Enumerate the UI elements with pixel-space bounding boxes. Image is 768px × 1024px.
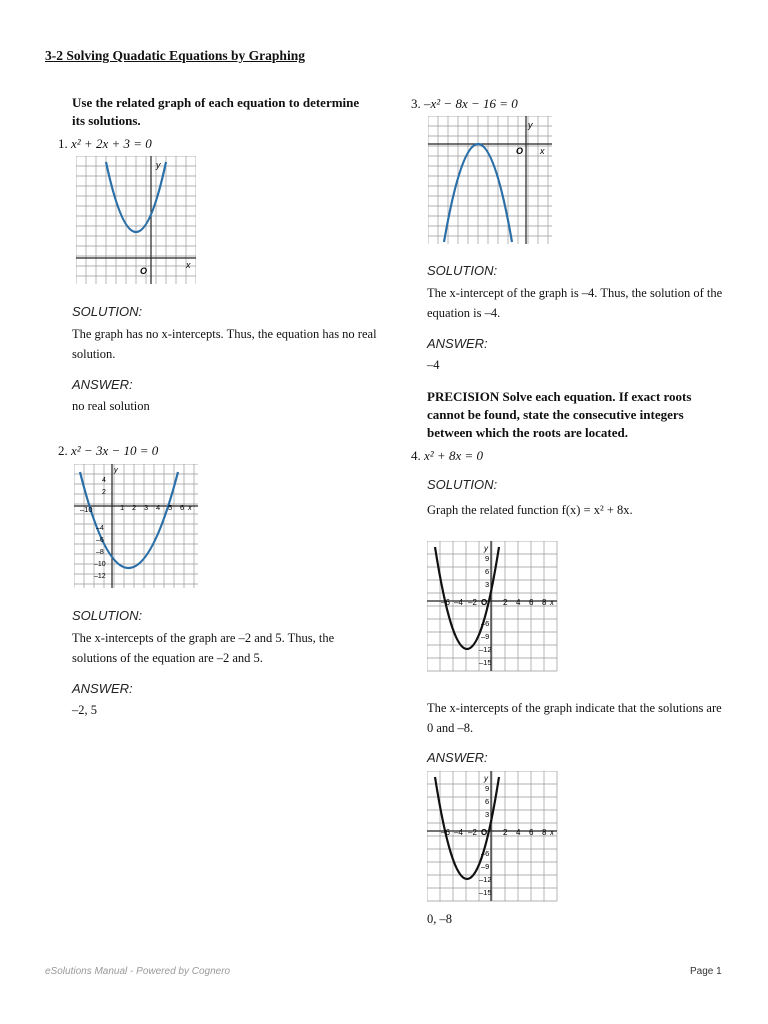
problem-3-solution-label: SOLUTION: [427,263,498,278]
footer-credit: eSolutions Manual - Powered by Cognero [45,966,231,977]
graph-4-xtick-6: 6 [529,598,534,607]
graph-4-xtick-m6: –6 [441,598,450,607]
problem-4-number: 4. [411,448,421,463]
graph-4-ytick-9: 9 [485,554,490,563]
graph-4-ytick-3: 3 [485,580,490,589]
graph-1 [76,156,196,284]
graph-4a-ytick-3: 3 [485,810,490,819]
problem-4-solution-text-2: The x-intercepts of the graph indicate that the solutions are 0 and –8. [427,701,722,735]
problem-2-equation: x² − 3x − 10 = 0 [71,443,159,458]
problem-2-solution-label: SOLUTION: [72,608,143,623]
graph-1-x-label: x [186,260,191,270]
graph-4a-xtick-m6: –6 [441,828,450,837]
problem-2-answer: –2, 5 [72,703,97,717]
problem-1-solution-label: SOLUTION: [72,304,143,319]
graph-4a-xtick-2: 2 [503,828,508,837]
graph-2-ytick-m4: –4 [96,525,104,532]
graph-4-x-label: x [550,598,554,607]
graph-4-ytick-m6: –6 [481,619,490,628]
graph-4-answer [427,771,559,903]
problem-2-number: 2. [58,443,68,458]
problem-2-solution-text: The x-intercepts of the graph are –2 and 5. Thus, the solutions of the equation are –2 and 5. [72,631,335,665]
graph-2-xtick-5: 5 [168,503,173,512]
graph-2-xtick-2: 2 [132,503,137,512]
graph-4a-ytick-m6: –6 [481,849,490,858]
graph-4a-origin: O [481,828,488,837]
graph-4a-ytick-9: 9 [485,784,490,793]
graph-1-origin: O [140,266,148,276]
problem-1-equation: x² + 2x + 3 = 0 [71,136,152,151]
graph-2-ytick-2: 2 [102,489,106,496]
graph-4a-ytick-m9: –9 [481,862,490,871]
problem-1-header [58,136,152,152]
problem-1-answer: no real solution [72,399,150,413]
graph-4-y-label: y [484,544,488,553]
graph-4a-ytick-m12: –12 [479,875,492,884]
graph-4a-xtick-4: 4 [516,828,521,837]
graph-2-parabola [80,472,178,568]
problem-3-equation: –x² − 8x − 16 = 0 [424,96,518,111]
problem-2-header [58,443,158,459]
graph-4a-ytick-m15: –15 [479,888,492,897]
problem-4-equation: x² + 8x = 0 [424,448,483,463]
graph-4-xtick-4: 4 [516,598,521,607]
problem-3-header [411,96,518,112]
graph-2-xtick-6: 6 [180,503,185,512]
problem-4-solution-text: Graph the related function f(x) = x² + 8x. [427,503,633,517]
graph-4a-xtick-m4: –4 [454,828,463,837]
problem-1-answer-label: ANSWER: [72,377,133,392]
graph-2-ytick-m10: –10 [94,561,106,568]
graph-2-ytick-4: 4 [102,477,106,484]
graph-2-xtick-3: 3 [144,503,149,512]
problem-4-answer: 0, –8 [427,912,452,926]
problem-3-solution-text: The x-intercept of the graph is –4. Thus, the solution of the equation is –4. [427,286,723,320]
graph-4-xtick-m4: –4 [454,598,463,607]
precision-heading: PRECISION Solve each equation. If exact roots cannot be found, state the consecutive integers between which the roots are located. [427,389,692,440]
problem-1-number: 1. [58,136,68,151]
graph-3-y-label: y [528,120,533,130]
graph-4a-y-label: y [484,774,488,783]
graph-2-y-label: y [114,465,118,474]
graph-4a-xtick-m2: –2 [468,828,477,837]
problem-3-answer: –4 [427,358,440,372]
graph-2-grid [74,464,198,588]
graph-4-ytick-m15: –15 [479,658,492,667]
graph-2-x-label: x [188,503,192,512]
graph-4a-x-label: x [550,828,554,837]
graph-4-origin: O [481,598,488,607]
page-title: 3-2 Solving Quadatic Equations by Graphing [45,48,305,63]
graph-4a-xtick-6: 6 [529,828,534,837]
graph-4-xtick-8: 8 [542,598,547,607]
graph-4-xtick-2: 2 [503,598,508,607]
graph-2-xtick-1: 1 [120,503,125,512]
graph-4-ytick-6: 6 [485,567,490,576]
graph-2-xtick-4: 4 [156,503,161,512]
graph-1-y-label: y [156,160,161,170]
graph-4-ytick-m9: –9 [481,632,490,641]
graph-4-ytick-m12: –12 [479,645,492,654]
problem-4-solution-label: SOLUTION: [427,477,498,492]
graph-4a-ytick-6: 6 [485,797,490,806]
problem-1-solution-text: The graph has no x-intercepts. Thus, the equation has no real solution. [72,327,377,361]
graph-2-ytick-m6: –6 [96,537,104,544]
problem-2-answer-label: ANSWER: [72,681,133,696]
instructions: Use the related graph of each equation to determine its solutions. [72,95,360,128]
problem-3-answer-label: ANSWER: [427,336,488,351]
graph-2-ytick-m8: –8 [96,549,104,556]
graph-3-origin: O [516,146,524,156]
problem-3-number: 3. [411,96,421,111]
problem-4-answer-label: ANSWER: [427,750,488,765]
problem-4-header [411,448,483,464]
graph-2-ytick-m12: –12 [94,573,106,580]
graph-2 [74,464,198,588]
graph-3 [428,116,552,244]
page-number: Page 1 [690,966,722,977]
graph-4-xtick-m2: –2 [468,598,477,607]
graph-2-x-tick-left: –10 [80,505,93,514]
graph-4a-xtick-8: 8 [542,828,547,837]
graph-3-x-label: x [540,146,545,156]
graph-1-grid [76,156,196,284]
graph-4 [427,541,559,673]
